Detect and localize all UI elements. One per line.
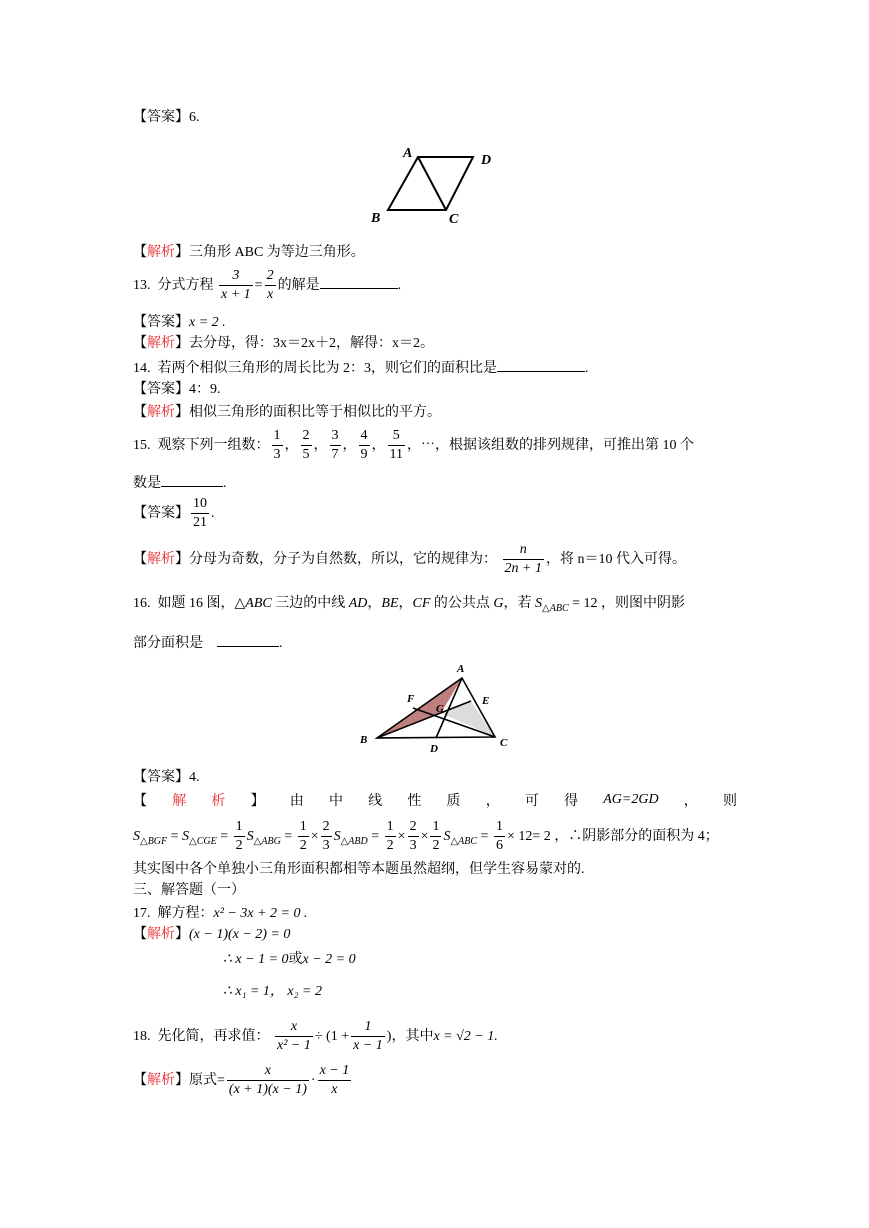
- q16-analysis-line: 【 解 析 】 由 中 线 性 质 ， 可 得 AG=2GD ， 则: [133, 792, 737, 809]
- fraction: $\frac{1}{6}$: [495, 819, 503, 854]
- answer-blank: [161, 472, 223, 487]
- sequence-fraction: $\frac{1}{3}$: [273, 428, 281, 463]
- answer-blank: [217, 632, 279, 647]
- q17-stem: 17. 解方程：x² − 3x + 2 = 0 .: [133, 906, 308, 921]
- fraction: $\frac{x}{\text{x² − 1}}$: [277, 1019, 311, 1054]
- sequence-fraction: $\frac{5}{11}$: [389, 428, 403, 463]
- sequence-fractions: $\frac{1}{3}$ ， $\frac{2}{5}$ ， $\frac{3}{7}$ ， $\frac{4}{9}$ ， $\frac{5}{11}$: [273, 428, 403, 463]
- q15-stem: 15. 观察下列一组数： $\frac{1}{3}$ ， $\frac{2}{5}$ ， $\frac{3}{7}$ ， $\frac{4}{9}$ ， $\frac{5}{11}$ ，⋯，根据该组数的排列规律，可推出第 10 个: [133, 428, 694, 463]
- q16-stem-2: 部分面积是 .: [133, 632, 283, 654]
- q14-answer: 【答案】4：9.: [133, 382, 221, 397]
- q12-answer: [133, 108, 200, 128]
- q18-analysis: 【解析】原式= $\frac{x}{(x + 1)(x - 1)}$ · $\frac{x - 1}{x}$: [133, 1063, 350, 1098]
- fraction: $\frac{1}{2}$: [386, 819, 394, 854]
- fraction: $\frac{2}{x}$: [266, 268, 274, 303]
- label-F: F: [407, 693, 415, 705]
- q15-answer: 【答案】 $\frac{10}{21}$ .: [133, 496, 215, 531]
- answer-blank: [320, 274, 398, 289]
- label-G: G: [436, 703, 444, 715]
- fraction: $\frac{10}{21}$: [193, 496, 207, 531]
- fraction: $\frac{x}{(x + 1)(x - 1)}$: [228, 1063, 307, 1098]
- q17-step2: ∴ x − 1 = 0或x − 2 = 0: [223, 952, 356, 967]
- q13-answer: 【答案】x = 2 .: [133, 315, 226, 330]
- label-A: A: [457, 663, 465, 675]
- label-D: D: [481, 153, 492, 168]
- q16-answer: 【答案】4.: [133, 770, 200, 785]
- label-A: A: [403, 146, 413, 161]
- fraction: $\frac{1}{2}$: [432, 819, 440, 854]
- q15-stem-2: 数是 .: [133, 472, 227, 494]
- fraction: $\frac{1}{2}$: [299, 819, 307, 854]
- fraction: $\frac{n}{2n + 1}$: [504, 542, 542, 577]
- q13-stem: 13. 分式方程 $\frac{3}{x + 1}$ = $\frac{2}{x}$ 的解是 .: [133, 268, 402, 303]
- fraction: $\frac{3}{x + 1}$: [221, 268, 251, 303]
- section-heading: 三、解答题（一）: [133, 883, 245, 898]
- q17-analysis: 【解析】(x − 1)(x − 2) = 0: [133, 927, 291, 942]
- sequence-fraction: $\frac{2}{5}$: [302, 428, 310, 463]
- fraction: $\frac{1}{x - 1}$: [353, 1019, 383, 1054]
- fraction: $\frac{2}{3}$: [322, 819, 330, 854]
- label-B: B: [360, 734, 368, 746]
- q16-remark: 其实图中各个单独小三角形面积都相等本题虽然超纲，但学生容易蒙对的.: [133, 862, 585, 877]
- q12-analysis: 【解析】三角形 ABC 为等边三角形。: [133, 245, 365, 260]
- triangle-medians-figure: [350, 658, 520, 758]
- q16-stem: 16. 如题 16 图，△ABC 三边的中线 AD，BE，CF 的公共点 G，若 $S_{\triangle ABC} = 12$ ，则图中阴影: [133, 596, 686, 614]
- answer-value: 6.: [189, 110, 200, 125]
- label-C: C: [500, 737, 508, 749]
- q16-equation: $S_{\triangle BGF} = S_{\triangle CGE}$ = $\frac{1}{2}$ $S_{\triangle ABG}$ = $\frac{1}{2}$ × $\frac{2}{3}$ $S_{\triangle ABD}$ = $\frac{1}{2}$ × $\frac{2}{3}$ × $\frac{1}{2}$ $S_{\triangle ABC}$ = $\frac{1}{6}$ × 12= 2 ，∴阴影部分的面积为 4；: [133, 819, 719, 854]
- parallelogram-figure: [360, 140, 510, 230]
- fraction: $\frac{x - 1}{x}$: [319, 1063, 350, 1098]
- q15-analysis: 【解析】分母为奇数，分子为自然数，所以，它的规律为： $\frac{n}{2n + 1}$ ，将 n＝10 代入可得。: [133, 542, 686, 577]
- label-E: E: [482, 695, 490, 707]
- q18-stem: 18. 先化简，再求值： $\frac{x}{\text{x² − 1}}$ ÷ (1 + $\frac{1}{x - 1}$ )，其中x = √2 − 1.: [133, 1019, 498, 1054]
- q14-stem: 14. 若两个相似三角形的周长比为 2：3，则它们的面积比是 .: [133, 357, 589, 379]
- fraction: $\frac{1}{2}$: [235, 819, 243, 854]
- q13-analysis: 【解析】去分母，得：3x＝2x＋2，解得：x＝2。: [133, 336, 434, 351]
- sequence-fraction: $\frac{4}{9}$: [360, 428, 368, 463]
- q14-analysis: 【解析】相似三角形的面积比等于相似比的平方。: [133, 405, 441, 420]
- fraction: $\frac{2}{3}$: [409, 819, 417, 854]
- label-D: D: [430, 743, 438, 755]
- answer-tag: 【答案】: [133, 110, 189, 125]
- q17-step3: ∴ x₁ = 1， x₂ = 2: [223, 984, 322, 999]
- label-C: C: [449, 212, 459, 227]
- label-B: B: [371, 211, 381, 226]
- sequence-fraction: $\frac{3}{7}$: [331, 428, 339, 463]
- analysis-tag: 解析: [147, 245, 175, 260]
- answer-blank: [497, 357, 585, 372]
